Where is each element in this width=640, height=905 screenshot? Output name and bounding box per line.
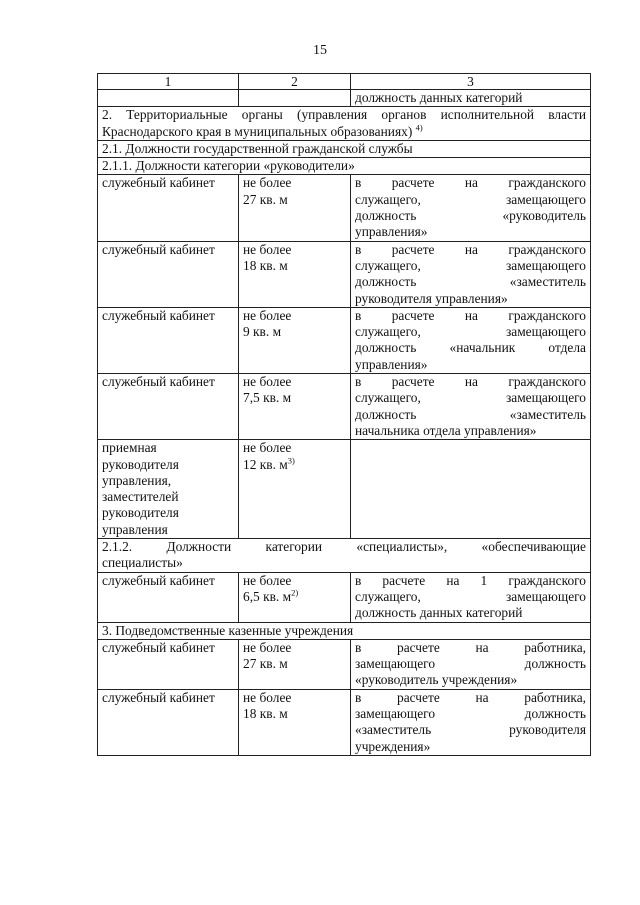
subsection-2-1-2-row bbox=[98, 539, 591, 573]
table-row bbox=[98, 241, 591, 307]
premises-norms-table bbox=[97, 73, 591, 756]
table-row bbox=[98, 374, 591, 440]
section-3-title: 3. Подведомственные казенные учреждения bbox=[98, 622, 591, 639]
area-norm: не более 6,5 кв. $м^{2)}$ bbox=[239, 572, 351, 622]
area-norm: не более 18 кв. м bbox=[239, 241, 351, 307]
table-row bbox=[98, 639, 591, 689]
norm-description bbox=[351, 440, 591, 539]
column-header-3: 3 bbox=[351, 74, 591, 90]
reception-row bbox=[98, 440, 591, 539]
footnote-mark: 3) bbox=[287, 455, 295, 466]
column-header-1: 1 bbox=[98, 74, 239, 90]
footnote-mark: 2) bbox=[291, 587, 299, 598]
area-norm: не более 9 кв. м bbox=[239, 307, 351, 373]
norm-description: в расчете на гражданского служащего, замещающего должность «начальник отдела управления» bbox=[351, 307, 591, 373]
area-norm: не более 18 кв. м bbox=[239, 689, 351, 755]
area-norm: не более 12 кв. $м^{3)}$ bbox=[239, 440, 351, 539]
section-3-row bbox=[98, 622, 591, 639]
premise-name: служебный кабинет bbox=[98, 689, 239, 755]
page-number: 15 bbox=[313, 43, 327, 58]
area-norm: не более 27 кв. м bbox=[239, 175, 351, 241]
premise-name: служебный кабинет bbox=[98, 307, 239, 373]
premise-name: служебный кабинет bbox=[98, 572, 239, 622]
area-norm: не более 7,5 кв. м bbox=[239, 374, 351, 440]
norm-description: в расчете на гражданского служащего, замещающего должность «заместитель начальника отдела управления» bbox=[351, 374, 591, 440]
table-row bbox=[98, 175, 591, 241]
norm-description: в расчете на работника, замещающего должность «руководитель учреждения» bbox=[351, 639, 591, 689]
subsection-2-1-title: 2.1. Должности государственной гражданской службы bbox=[98, 140, 591, 157]
norm-description: в расчете на гражданского служащего, замещающего должность «руководитель управления» bbox=[351, 175, 591, 241]
premise-name: служебный кабинет bbox=[98, 175, 239, 241]
premise-name: служебный кабинет bbox=[98, 374, 239, 440]
premise-name: служебный кабинет bbox=[98, 639, 239, 689]
norm-description: в расчете на гражданского служащего, замещающего должность «заместитель руководителя управления» bbox=[351, 241, 591, 307]
table-header-row bbox=[98, 74, 591, 90]
subsection-2-1-2-title: 2.1.2. Должности категории «специалисты», «обеспечивающие специалисты» bbox=[98, 539, 591, 573]
continuation-row bbox=[98, 90, 591, 107]
premise-name: приемная руководителя управления, заместителей руководителя управления bbox=[98, 440, 239, 539]
table-row bbox=[98, 307, 591, 373]
premise-name: служебный кабинет bbox=[98, 241, 239, 307]
section-2-row bbox=[98, 107, 591, 141]
section-2-title: 2. Территориальные органы (управления органов исполнительной власти Краснодарского края в муниципальных образованиях) $^{4)}$ bbox=[98, 107, 591, 141]
subsection-2-1-1-title: 2.1.1. Должности категории «руководители» bbox=[98, 158, 591, 175]
continuation-text: должность данных категорий bbox=[351, 90, 591, 107]
column-header-2: 2 bbox=[239, 74, 351, 90]
table-row bbox=[98, 689, 591, 755]
footnote-mark: 4) bbox=[415, 122, 423, 133]
subsection-2-1-row bbox=[98, 140, 591, 157]
norm-description: в расчете на работника, замещающего должность «заместитель руководителя учреждения» bbox=[351, 689, 591, 755]
norm-description: в расчете на 1 гражданского служащего, замещающего должность данных категорий bbox=[351, 572, 591, 622]
table-row bbox=[98, 572, 591, 622]
area-norm: не более 27 кв. м bbox=[239, 639, 351, 689]
subsection-2-1-1-row bbox=[98, 158, 591, 175]
